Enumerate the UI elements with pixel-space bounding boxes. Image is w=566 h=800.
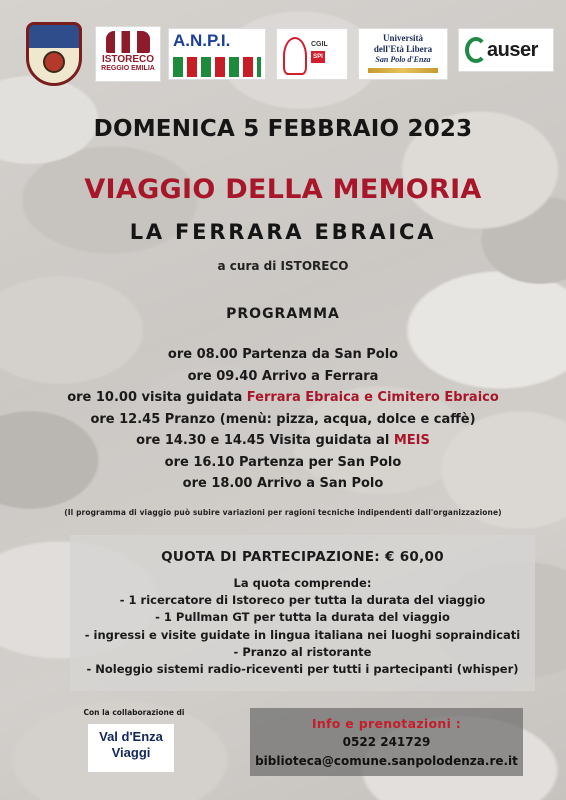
universita-logo-bar [368,68,438,73]
event-title: VIAGGIO DELLA MEMORIA [84,174,482,205]
programma-item [0,366,566,388]
quota-item: - 1 ricercatore di Istoreco per tutta la durata del viaggio [119,593,486,608]
programma-item [0,452,566,474]
partner-logo-line2: Viaggi [111,745,151,760]
event-curator: a cura di ISTORECO [217,259,349,273]
programma-list [0,344,566,495]
programma-item-text: ore 12.45 Pranzo (menù: pizza, acqua, dolce e caffè) [90,411,476,427]
info-email-link[interactable]: biblioteca@comune.sanpolodenza.re.it [255,754,518,768]
universita-logo-line1: Università [383,33,423,43]
programma-item-highlight: Ferrara Ebraica e Cimitero Ebraico [246,390,499,405]
info-panel [250,708,523,776]
programma-item [0,409,566,431]
quota-item: - Noleggio sistemi radio-riceventi per tutti i partecipanti (whisper) [86,662,519,677]
quota-title: QUOTA DI PARTECIPAZIONE: € 60,00 [161,549,444,565]
quota-item: - ingressi e visite guidate in lingua italiana nei luoghi sopraindicati [84,627,521,642]
spi-logo-badge: SPI [311,51,325,63]
programma-item-text: ore 16.10 Partenza per San Polo [164,454,402,470]
anpi-logo [168,28,266,80]
programma-item-highlight: MEIS [393,433,430,448]
programma-item [0,473,566,495]
anpi-flag-stripes [173,57,261,77]
programma-item-text: ore 18.00 Arrivo a San Polo [182,476,384,491]
programma-item [0,344,566,366]
collaboration-label: Con la collaborazione di [83,708,185,717]
programma-item-text: ore 08.00 Partenza da San Polo [167,347,399,362]
val-denza-viaggi-logo [88,724,174,772]
event-subtitle: LA FERRARA EBRAICA [129,220,437,244]
istoreco-logo-name: ISTORECO [101,54,155,65]
event-date: DOMENICA 5 FEBBRAIO 2023 [93,116,473,142]
quota-item: - Pranzo al ristorante [233,644,372,659]
cgil-spi-logo [276,28,348,80]
quota-intro: La quota comprende: [233,576,372,590]
programma-item [0,430,566,452]
auser-logo [458,28,554,72]
anpi-logo-name: A.N.P.I. [173,31,231,50]
programma-item-text: ore 14.30 e 14.45 Visita guidata al [136,433,394,448]
quota-panel [70,535,535,691]
info-phone[interactable]: 0522 241729 [342,735,431,749]
quota-item: - 1 Pullman GT per tutta la durata del viaggio [155,610,450,625]
programma-heading: PROGRAMMA [226,306,340,322]
istoreco-mark-icon [106,31,150,53]
programma-item [0,387,566,409]
municipal-crest-icon [26,22,82,86]
programma-disclaimer: (Il programma di viaggio può subire variazioni per ragioni tecniche indipendenti dall'organizzazione) [64,508,502,517]
quota-includes-list [70,575,535,678]
universita-logo-line2: dell'Età Libera [373,44,433,54]
dancer-figure-icon [283,37,307,75]
programma-item-text: ore 09.40 Arrivo a Ferrara [187,368,379,384]
universita-eta-libera-logo [358,28,448,80]
auser-logo-name: auser [487,39,538,61]
programma-item-text: ore 10.00 visita guidata [67,390,247,405]
logo-strip [0,22,566,90]
cgil-logo-name: CGIL [311,41,328,48]
crest-emblem [43,51,65,73]
istoreco-logo [95,26,161,82]
istoreco-logo-city: REGGIO EMILIA [101,65,155,72]
universita-logo-line3: San Polo d'Enza [375,55,431,64]
info-title: Info e prenotazioni : [311,716,462,731]
partner-logo-line1: Val d'Enza [99,729,163,744]
auser-swoosh-icon [465,37,487,63]
